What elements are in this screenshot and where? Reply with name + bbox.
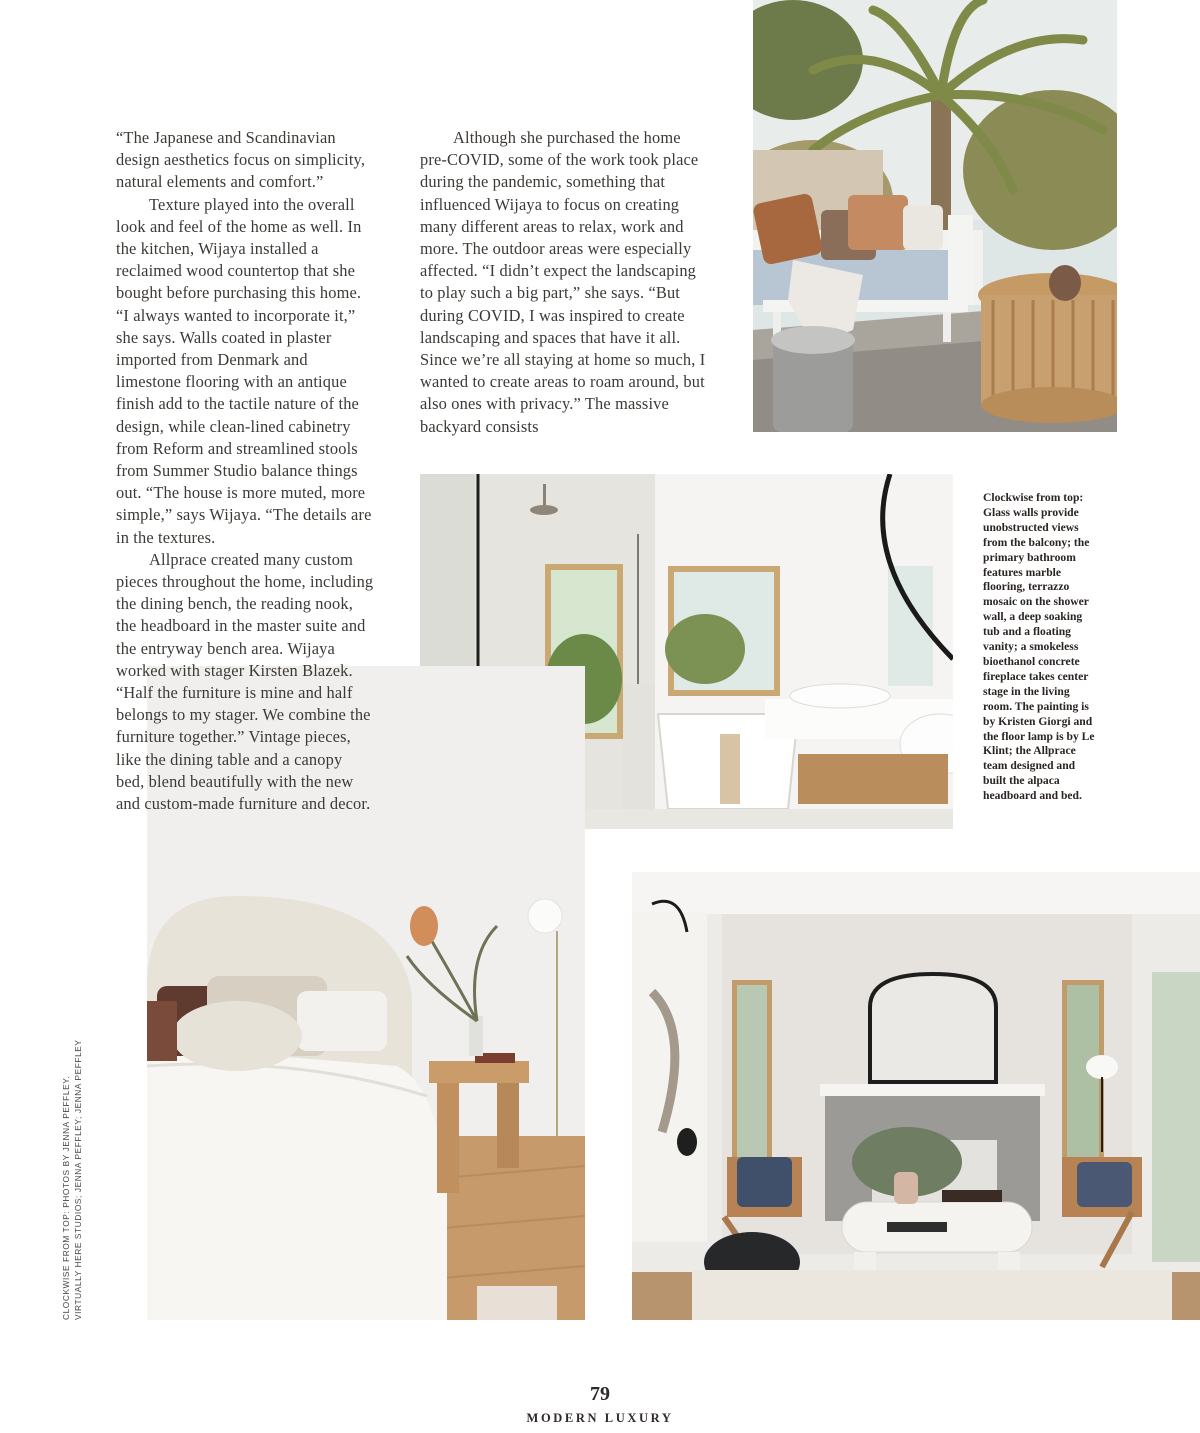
magazine-name: MODERN LUXURY (526, 1411, 674, 1425)
photo-caption: Clockwise from top: Glass walls provide unobstructed views from the balcony; the primary bathroom features marble flooring, terrazzo mosaic on the shower wall, a deep soaking tub and a floating vanity; a smokeless bioethanol concrete fireplace takes center stage in the living room. The painting is by Kristen Giorgi and the floor lamp is by Le Klint; the Allprace team designed and built the alpaca headboard and bed. (983, 491, 1095, 803)
article-paragraph: “The Japanese and Scandinavian design aesthetics focus on simplicity, natural elements and comfort.” (116, 128, 366, 192)
photo-credit-line: CLOCKWISE FROM TOP: PHOTOS BY JENNA PEFFLEY. (61, 1075, 71, 1320)
article-column-2 (420, 127, 710, 438)
photo-credit-line: VIRTUALLY HERE STUDIOS; JENNA PEFFLEY; JENNA PEFFLEY (73, 1039, 83, 1320)
article-paragraph: Although she purchased the home pre-COVID, some of the work took place during the pandemic, something that influenced Wijaya to focus on creating many different areas to relax, work and more. The outdoor areas were especially affected. “I didn’t expect the landscaping to play such a big part,” she says. “But during COVID, I was inspired to create landscaping and spaces that have it all. Since we’re all staying at home so much, I wanted to create areas to roam around, but also ones with privacy.” The massive backyard consists (420, 128, 706, 436)
balcony-photo (753, 0, 1117, 432)
page-number: 79 (590, 1383, 610, 1405)
article-paragraph: Texture played into the overall look and feel of the home as well. In the kitchen, Wijaya installed a reclaimed wood countertop that she bought before purchasing this home. “I always wanted to incorporate it,” she says. Walls coated in plaster imported from Denmark and limestone flooring with an antique finish add to the tactile nature of the design, while clean-lined cabinetry from Reform and streamlined stools from Summer Studio balance things out. “The house is more muted, more simple,” says Wijaya. “The details are in the textures. (116, 194, 372, 547)
article-column-1 (116, 127, 374, 815)
article-paragraph: Allprace created many custom pieces throughout the home, including the dining bench, the reading nook, the headboard in the master suite and the entryway bench area. Wijaya worked with stager Kirsten Blazek. “Half the furniture is mine and half belongs to my stager. We combine the furniture together.” Vintage pieces, like the dining table and a canopy bed, blend beautifully with the new and custom-made furniture and decor. (116, 549, 374, 814)
photo-credit (60, 1039, 84, 1320)
living-room-photo (632, 872, 1200, 1320)
